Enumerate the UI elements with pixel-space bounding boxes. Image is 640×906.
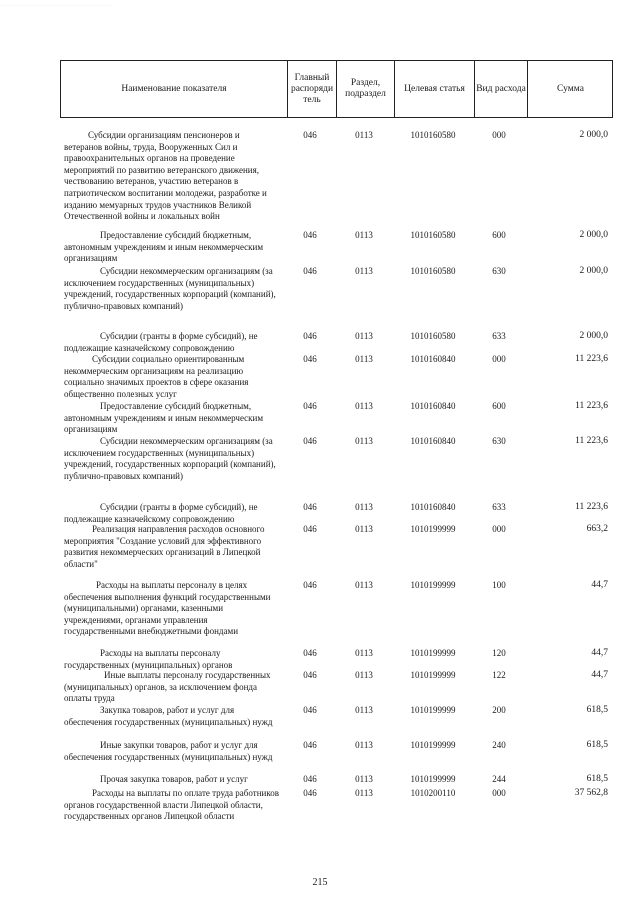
row-name: Субсидии некоммерческим организациям (за исключением государственных (муниципальных) учреждений, государственных корпораций (компаний), публично-правовых компаний) <box>64 266 276 311</box>
row-type: 200 <box>492 705 506 715</box>
header-target: Целевая статья <box>394 61 474 117</box>
row-sum: 618,5 <box>586 774 608 784</box>
row-admin: 046 <box>303 230 317 240</box>
row-admin: 046 <box>303 401 317 411</box>
row-name: Субсидии (гранты в форме субсидий), не подлежащие казначейскому сопровождению <box>64 502 258 524</box>
row-name: Расходы на выплаты персоналу государственных (муниципальных) органов <box>64 648 233 670</box>
row-admin: 046 <box>303 502 317 512</box>
row-admin: 046 <box>303 354 317 364</box>
row-type: 240 <box>492 740 506 750</box>
row-section: 0113 <box>355 230 373 240</box>
row-type: 000 <box>492 130 506 140</box>
row-target: 1010199999 <box>410 580 456 590</box>
row-admin: 046 <box>303 740 317 750</box>
row-admin: 046 <box>303 266 317 276</box>
row-name: Реализация направления расходов основного мероприятия "Создание условий для эффективного развития некоммерческих организаций в Липецкой области" <box>64 524 265 569</box>
row-sum: 2 000,0 <box>579 331 608 341</box>
header-section: Раздел, подраздел <box>336 61 394 117</box>
scan-artifact: . . . . . . . . . . . . . . . . . . . . . . . . . . . . . . . . . . . . . . . . . . . . . . . . . . . . . . . . <box>0 2 111 7</box>
row-type: 000 <box>492 524 506 534</box>
row-name: Закупка товаров, работ и услуг для обеспечения государственных (муниципальных) нужд <box>64 705 273 727</box>
row-type: 600 <box>492 230 506 240</box>
header-admin: Главный распоряди тель <box>287 61 336 117</box>
row-type: 244 <box>492 774 506 784</box>
row-target: 1010199999 <box>410 670 456 680</box>
row-section: 0113 <box>355 130 373 140</box>
row-section: 0113 <box>355 648 373 658</box>
row-target: 1010160840 <box>410 502 456 512</box>
row-sum: 11 223,6 <box>575 401 608 411</box>
row-sum: 11 223,6 <box>575 436 608 446</box>
row-section: 0113 <box>355 401 373 411</box>
row-name: Субсидии (гранты в форме субсидий), не подлежащие казначейскому сопровождению <box>64 331 258 353</box>
row-target: 1010160840 <box>410 401 456 411</box>
row-name: Субсидии организациям пенсионеров и ветеранов войны, труда, Вооруженных Сил и правоохранительных органов на проведение мероприятий по развитию ветеранского движения, чествованию ветеранов, участию ветеранов в патриотическом воспитании молодежи, разработке и изданию мемуарных трудов участников Великой Отечественной войны и локальных войн <box>64 130 267 222</box>
header-type: Вид расхода <box>474 61 527 117</box>
row-sum: 2 000,0 <box>579 230 608 240</box>
row-type: 120 <box>492 648 506 658</box>
row-admin: 046 <box>303 648 317 658</box>
row-name: Предоставление субсидий бюджетным, автономным учреждениям и иным некоммерческим организациям <box>64 230 264 264</box>
row-type: 000 <box>492 788 506 798</box>
row-type: 633 <box>492 331 506 341</box>
row-target: 1010160580 <box>410 230 456 240</box>
row-admin: 046 <box>303 705 317 715</box>
row-sum: 11 223,6 <box>575 502 608 512</box>
row-section: 0113 <box>355 436 373 446</box>
row-sum: 618,5 <box>586 705 608 715</box>
row-admin: 046 <box>303 130 317 140</box>
row-sum: 11 223,6 <box>575 354 608 364</box>
row-section: 0113 <box>355 331 373 341</box>
row-sum: 2 000,0 <box>579 266 608 276</box>
row-name: Прочая закупка товаров, работ и услуг <box>100 774 248 784</box>
row-target: 1010199999 <box>410 705 456 715</box>
row-type: 630 <box>492 436 506 446</box>
row-sum: 663,2 <box>586 524 608 534</box>
row-sum: 37 562,8 <box>574 788 608 798</box>
row-admin: 046 <box>303 774 317 784</box>
row-target: 1010199999 <box>410 740 456 750</box>
row-name: Предоставление субсидий бюджетным, автономным учреждениям и иным некоммерческим организациям <box>64 401 264 435</box>
row-name: Иные закупки товаров, работ и услуг для обеспечения государственных (муниципальных) нужд <box>64 740 273 762</box>
row-section: 0113 <box>355 705 373 715</box>
row-sum: 2 000,0 <box>579 130 608 140</box>
row-target: 1010160580 <box>410 130 456 140</box>
row-sum: 44,7 <box>591 580 608 590</box>
row-target: 1010160580 <box>410 331 456 341</box>
row-admin: 046 <box>303 788 317 798</box>
page-number: 215 <box>312 877 328 888</box>
row-target: 1010199999 <box>410 524 456 534</box>
row-target: 1010160840 <box>410 354 456 364</box>
row-type: 633 <box>492 502 506 512</box>
row-admin: 046 <box>303 436 317 446</box>
row-section: 0113 <box>355 788 373 798</box>
row-section: 0113 <box>355 502 373 512</box>
row-target: 1010160840 <box>410 436 456 446</box>
row-section: 0113 <box>355 774 373 784</box>
row-type: 100 <box>492 580 506 590</box>
table-header <box>60 60 613 118</box>
row-target: 1010160580 <box>410 266 456 276</box>
row-section: 0113 <box>355 524 373 534</box>
row-type: 000 <box>492 354 506 364</box>
row-name: Расходы на выплаты персоналу в целях обеспечения выполнения функций государственными (муниципальными) органами, казенными учреждениями, органами управления государственными внебюджетными фондами <box>64 580 271 637</box>
row-target: 1010199999 <box>410 774 456 784</box>
row-name: Субсидии некоммерческим организациям (за исключением государственных (муниципальных) учреждений, государственных корпораций (компаний), публично-правовых компаний) <box>64 436 276 481</box>
row-sum: 44,7 <box>591 648 608 658</box>
row-section: 0113 <box>355 266 373 276</box>
row-target: 1010200110 <box>410 788 456 798</box>
row-sum: 618,5 <box>586 740 608 750</box>
row-section: 0113 <box>355 670 373 680</box>
row-admin: 046 <box>303 331 317 341</box>
row-section: 0113 <box>355 580 373 590</box>
row-name: Субсидии социально ориентированным некоммерческим организациям на реализацию социально значимых проектов в сфере оказания общественно полезных услуг <box>64 354 249 399</box>
row-type: 630 <box>492 266 506 276</box>
row-name: Иные выплаты персоналу государственных (муниципальных) органов, за исключением фонда оплаты труда <box>64 670 271 704</box>
row-type: 122 <box>492 670 506 680</box>
row-name: Расходы на выплаты по оплате труда работников органов государственной власти Липецкой области, государственных органов Липецкой области <box>64 788 279 822</box>
row-sum: 44,7 <box>591 670 608 680</box>
row-admin: 046 <box>303 580 317 590</box>
row-section: 0113 <box>355 740 373 750</box>
row-target: 1010199999 <box>410 648 456 658</box>
row-admin: 046 <box>303 670 317 680</box>
row-type: 600 <box>492 401 506 411</box>
row-section: 0113 <box>355 354 373 364</box>
header-name: Наименование показателя <box>121 83 227 94</box>
row-admin: 046 <box>303 524 317 534</box>
header-sum: Сумма <box>527 61 613 117</box>
